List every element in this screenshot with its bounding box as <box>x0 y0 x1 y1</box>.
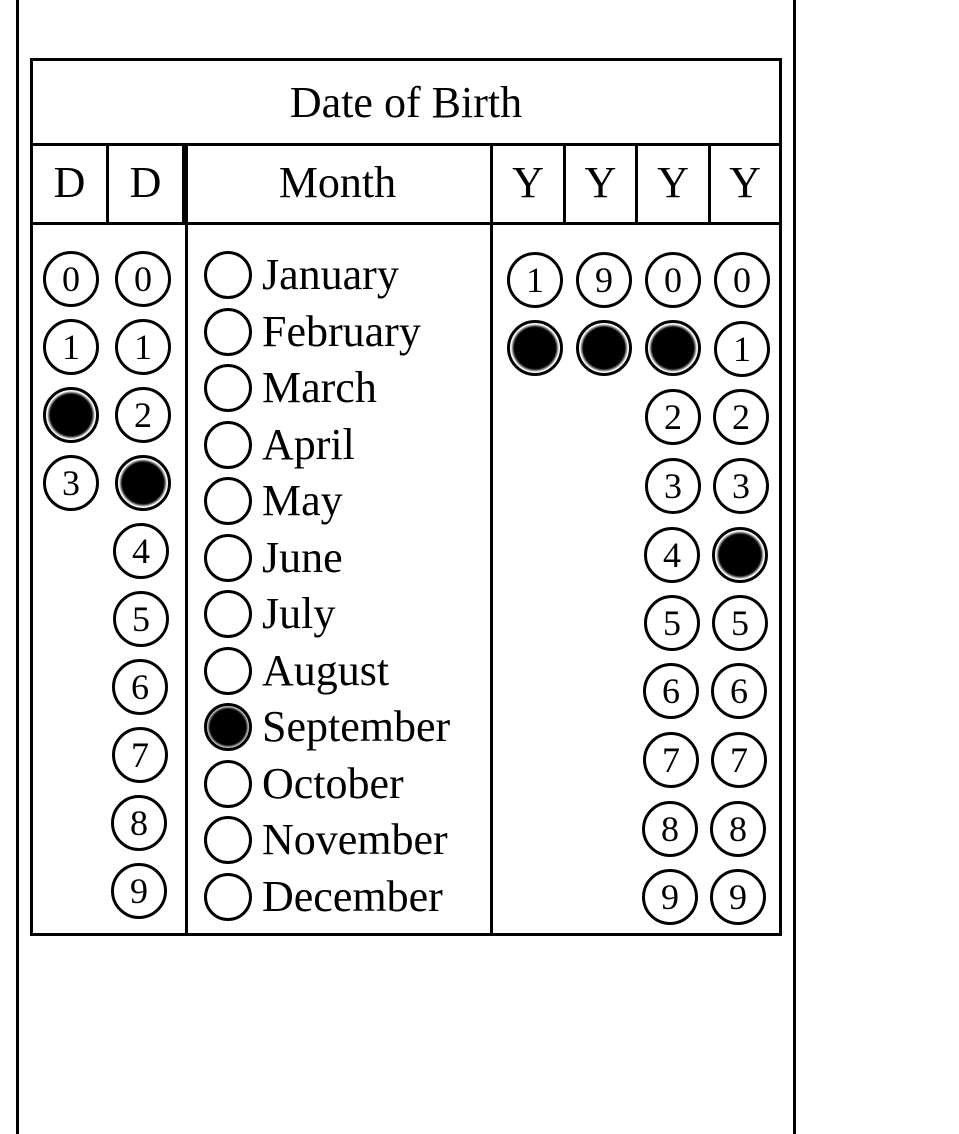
day2-bubble-5[interactable]: 5 <box>113 591 169 647</box>
day2-bubble-9[interactable]: 9 <box>111 863 167 919</box>
year3-bubble-9[interactable]: 9 <box>642 869 698 925</box>
month-label: September <box>262 702 451 751</box>
month-label: May <box>262 476 343 525</box>
day2-bubble-2[interactable]: 2 <box>115 387 171 443</box>
year3-bubble-5[interactable]: 5 <box>644 595 700 651</box>
day2-bubble-3-filled[interactable] <box>115 455 171 511</box>
month-column <box>188 225 490 933</box>
day1-bubble-1[interactable]: 1 <box>43 319 99 375</box>
year4-bubble-7[interactable]: 7 <box>711 732 767 788</box>
header-year2: Y <box>566 143 638 225</box>
month-bubble[interactable] <box>204 421 252 469</box>
month-label: February <box>262 307 421 356</box>
year4-bubble-2[interactable]: 2 <box>713 389 769 445</box>
month-label: October <box>262 759 404 808</box>
year1-bubble-1[interactable]: 1 <box>507 252 563 308</box>
year4-bubble-3[interactable]: 3 <box>713 458 769 514</box>
day2-bubble-8[interactable]: 8 <box>111 795 167 851</box>
day2-bubble-6[interactable]: 6 <box>112 659 168 715</box>
month-label: November <box>262 815 448 864</box>
month-option-april[interactable] <box>204 417 355 473</box>
month-option-october[interactable] <box>204 756 404 812</box>
month-bubble[interactable] <box>204 308 252 356</box>
day1-bubble-3[interactable]: 3 <box>43 455 99 511</box>
year4-bubble-8[interactable]: 8 <box>710 801 766 857</box>
day2-bubble-0[interactable]: 0 <box>115 251 171 307</box>
month-label: June <box>262 533 343 582</box>
year3-bubble-1-filled[interactable] <box>645 320 701 376</box>
day2-bubble-4[interactable]: 4 <box>113 523 169 579</box>
day2-bubble-1[interactable]: 1 <box>115 319 171 375</box>
day1-bubble-2-filled[interactable] <box>43 387 99 443</box>
day1-bubble-0[interactable]: 0 <box>43 251 99 307</box>
month-option-may[interactable] <box>204 473 343 529</box>
month-option-september[interactable] <box>204 699 450 755</box>
page-border-right <box>793 0 796 1134</box>
header-year1: Y <box>493 143 566 225</box>
month-label: July <box>262 589 336 638</box>
month-label: March <box>262 363 377 412</box>
year3-bubble-8[interactable]: 8 <box>642 801 698 857</box>
year3-bubble-7[interactable]: 7 <box>643 732 699 788</box>
year4-bubble-0[interactable]: 0 <box>714 252 770 308</box>
month-bubble[interactable] <box>204 590 252 638</box>
date-of-birth-form <box>30 58 782 936</box>
year1-bubble-2-filled[interactable] <box>507 320 563 376</box>
month-option-january[interactable] <box>204 247 399 303</box>
day2-bubble-7[interactable]: 7 <box>112 727 168 783</box>
month-option-june[interactable] <box>204 530 343 586</box>
month-bubble[interactable] <box>204 251 252 299</box>
year3-bubble-6[interactable]: 6 <box>643 663 699 719</box>
header-year4: Y <box>711 143 779 225</box>
header-month: Month <box>185 143 493 225</box>
month-option-july[interactable] <box>204 586 335 642</box>
month-label: January <box>262 250 399 299</box>
month-bubble-filled[interactable] <box>204 703 252 751</box>
month-bubble[interactable] <box>204 873 252 921</box>
month-option-march[interactable] <box>204 360 377 416</box>
day2-column <box>109 225 185 933</box>
month-option-november[interactable] <box>204 812 448 868</box>
year4-bubble-6[interactable]: 6 <box>711 663 767 719</box>
year4-bubble-4-filled[interactable] <box>712 527 768 583</box>
page-border-left <box>16 0 19 1134</box>
year2-bubble-9[interactable]: 9 <box>576 252 632 308</box>
month-bubble[interactable] <box>204 477 252 525</box>
year4-bubble-1[interactable]: 1 <box>714 321 770 377</box>
month-option-august[interactable] <box>204 643 389 699</box>
month-bubble[interactable] <box>204 816 252 864</box>
month-option-december[interactable] <box>204 869 443 925</box>
year-columns <box>493 225 779 933</box>
year4-bubble-5[interactable]: 5 <box>712 595 768 651</box>
form-title: Date of Birth <box>33 61 779 146</box>
month-label: December <box>262 872 443 921</box>
header-day2: D <box>109 143 185 225</box>
month-bubble[interactable] <box>204 534 252 582</box>
year2-bubble-0-filled[interactable] <box>576 320 632 376</box>
month-label: April <box>262 420 355 469</box>
year3-bubble-0[interactable]: 0 <box>645 252 701 308</box>
header-year3: Y <box>638 143 711 225</box>
month-bubble[interactable] <box>204 364 252 412</box>
header-day1: D <box>33 143 109 225</box>
month-bubble[interactable] <box>204 647 252 695</box>
month-bubble[interactable] <box>204 760 252 808</box>
day1-column <box>33 225 109 933</box>
year3-bubble-4[interactable]: 4 <box>644 527 700 583</box>
year3-bubble-3[interactable]: 3 <box>645 458 701 514</box>
year4-bubble-9[interactable]: 9 <box>710 869 766 925</box>
month-label: August <box>262 646 390 695</box>
year3-bubble-2[interactable]: 2 <box>645 389 701 445</box>
month-option-february[interactable] <box>204 304 421 360</box>
